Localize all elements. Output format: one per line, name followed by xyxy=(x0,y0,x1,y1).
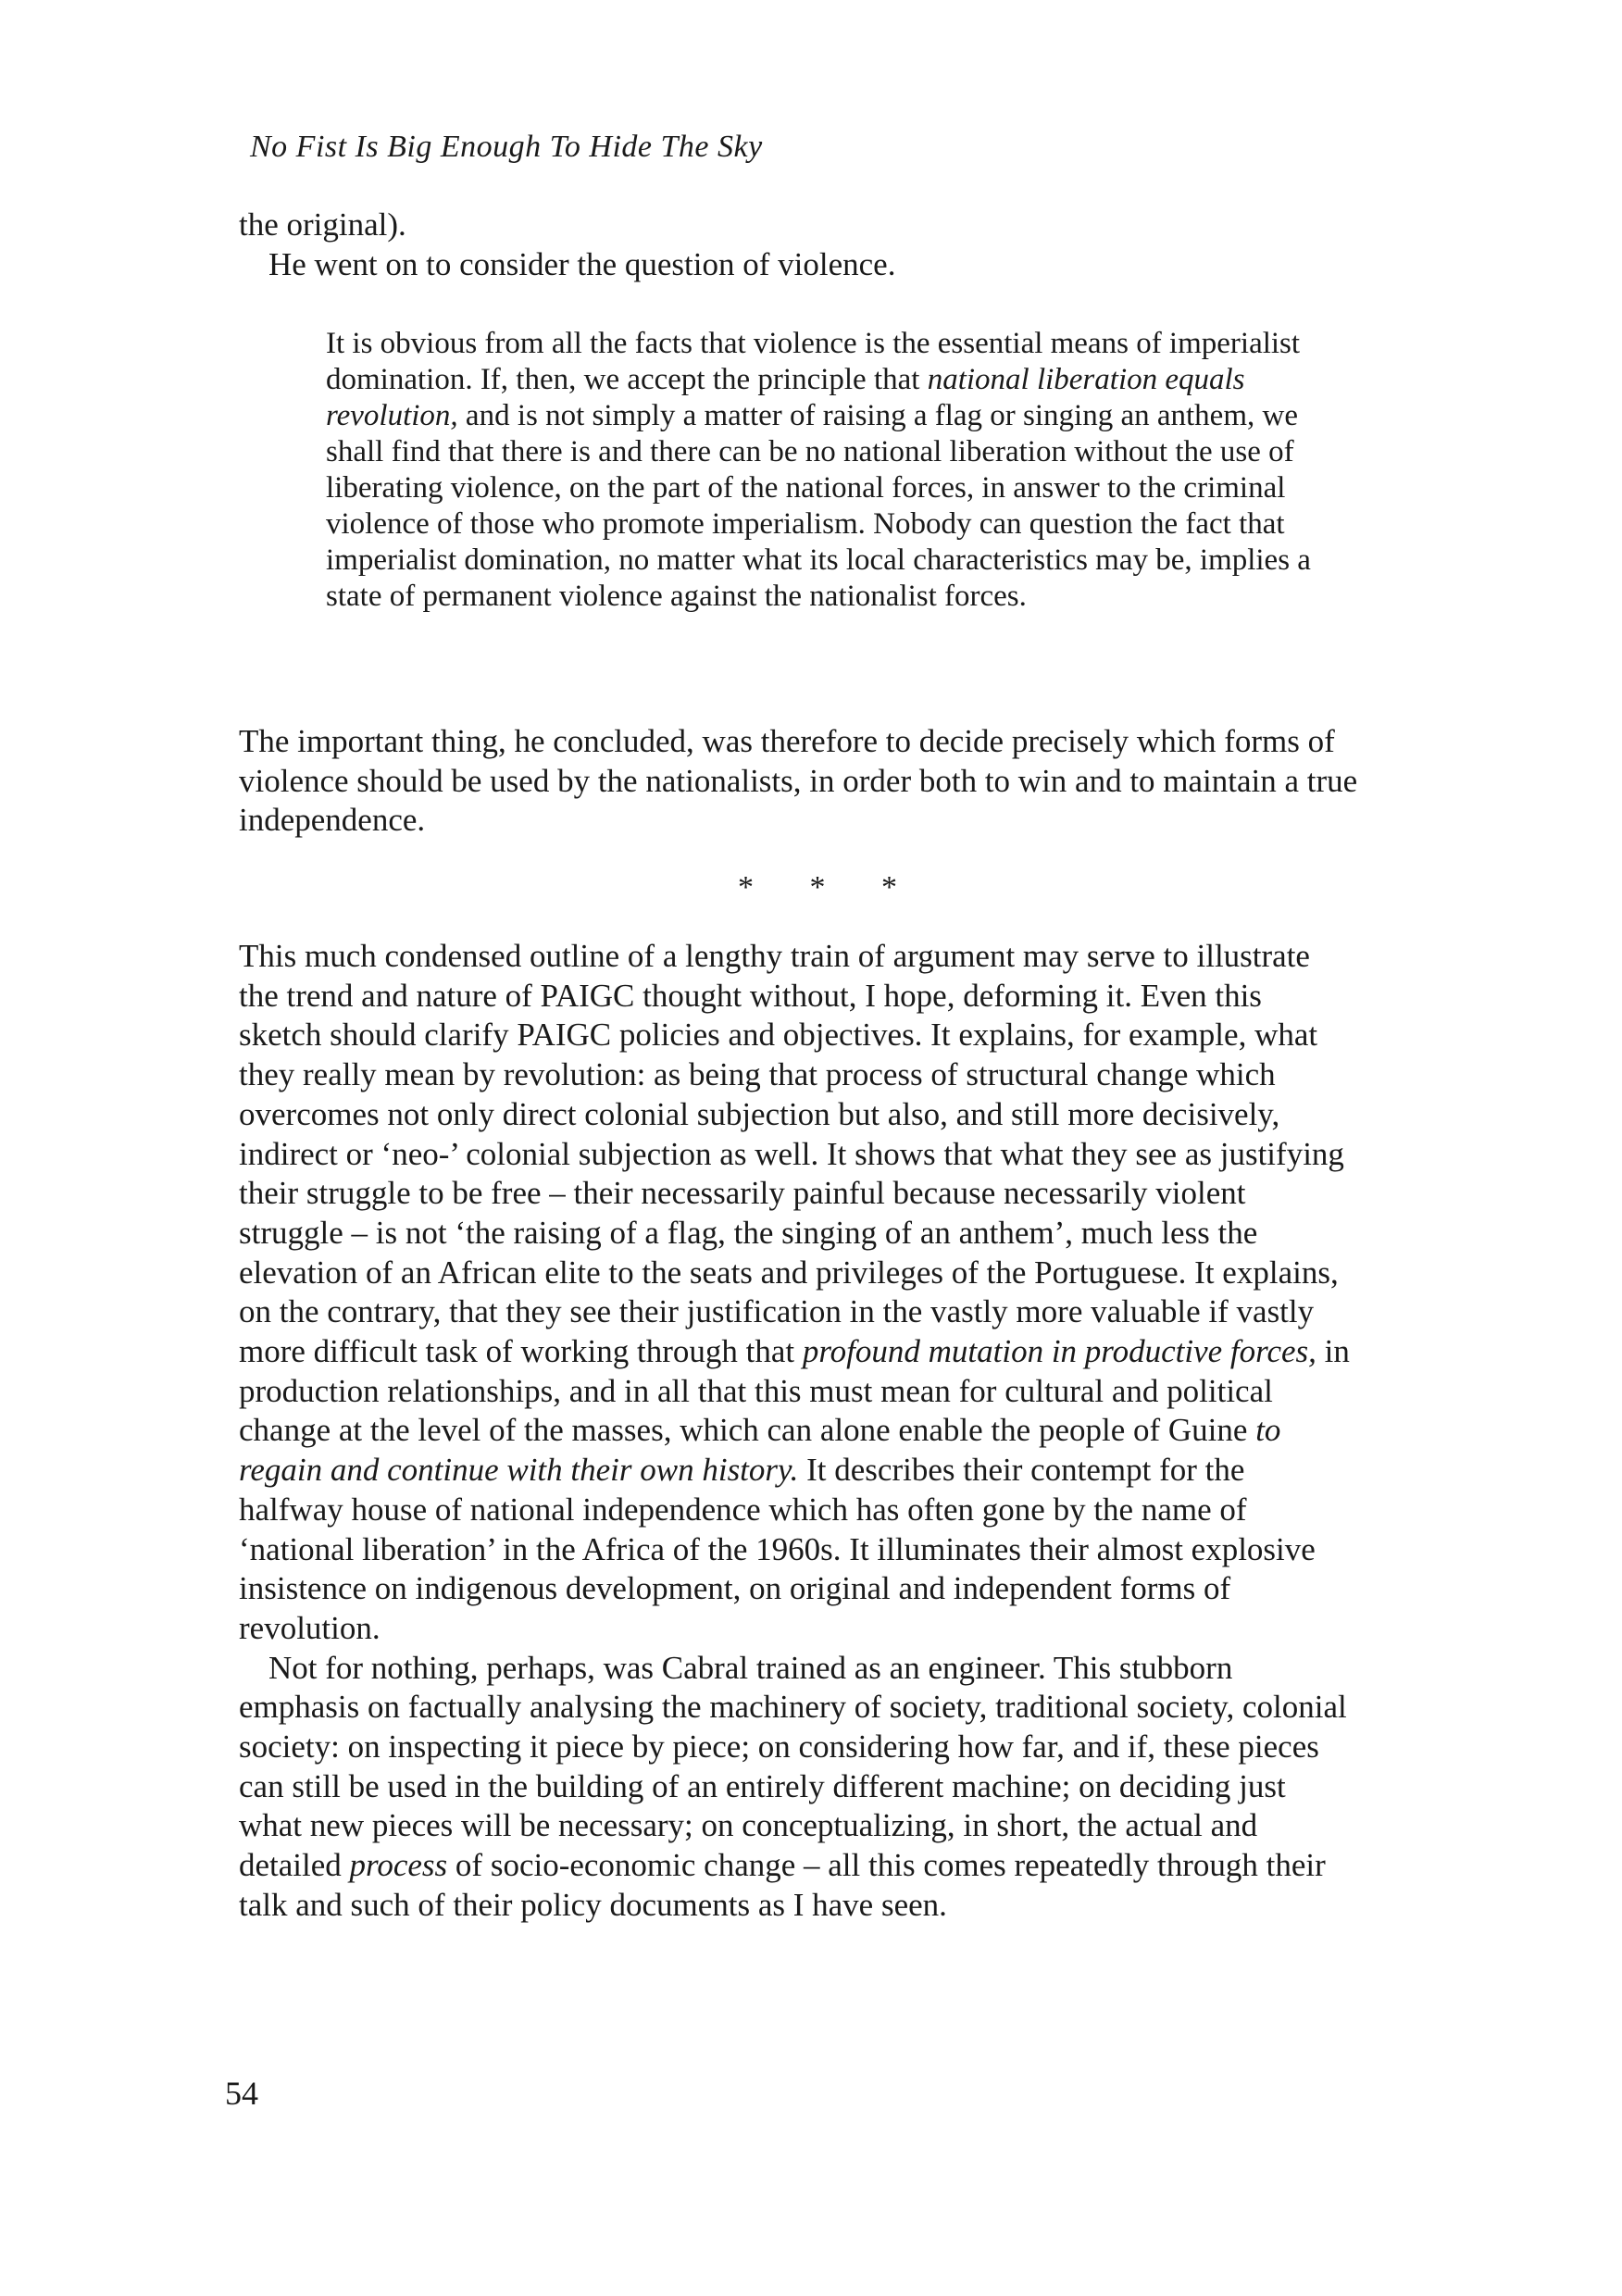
opening-text xyxy=(239,206,1359,284)
paragraph-analysis-part1: This much condensed outline of a lengthy train of argument may serve to illustrate the trend and nature of PAIGC thought without, I hope, deforming it. Even this sketch should clarify PAIGC policies and objectives. It explains, for example, what they really mean by revolution: as being that process of structural change which overcomes not only direct colonial subjection but also, and still more decisively, indirect or ‘neo-’ colonial subjection as well. It shows that what they see as justifying their struggle to be free – their necessarily painful because necessarily violent struggle – is not ‘the raising of a flag, the singing of an anthem’, much less the elevation of an African elite to the seats and privileges of the Portuguese. It explains, on the contrary, that they see their justification in the vastly more valuable if vastly more difficult task of working through that xyxy=(239,938,1344,1370)
lead-in-line: He went on to consider the question of violence. xyxy=(268,245,896,282)
paragraph-analysis-part3: It describes their contempt for the halfway house of national independence which has often gone by the name of ‘national liberation’ in the Africa of the 1960s. It illuminates their almost explosive insistence on indigenous development, on original and independent forms of revolution. xyxy=(239,1452,1316,1646)
quote-emphasis: national liberation equals revolution, xyxy=(326,363,1245,432)
emphasis-process: process xyxy=(349,1847,448,1884)
paragraph-engineer-part2: of socio-economic change – all this comes repeatedly through their talk and such of their policy documents as I have seen. xyxy=(239,1847,1326,1923)
quote-text-part2: and is not simply a matter of raising a flag or singing an anthem, we shall find that there is and there can be no national liberation without the use of liberating violence, on the part of the national forces, in answer to the criminal violence of those who promote imperialism. Nobody can question the fact that imperialist domination, no matter what its local characteristics may be, implies a state of permanent violence against the nationalist forces. xyxy=(326,399,1311,613)
main-text xyxy=(239,937,1350,1926)
section-separator: * * * xyxy=(738,870,921,905)
emphasis-productive-forces: profound mutation in productive forces, xyxy=(802,1333,1316,1370)
quote-text-part1: It is obvious from all the facts that violence is the essential means of imperialist domination. If, then, we accept the principle that xyxy=(326,327,1301,396)
conclusion-paragraph: The important thing, he concluded, was therefore to decide precisely which forms of violence should be used by the nationalists, in order both to win and to maintain a true independence. xyxy=(239,723,1358,838)
page-number: 54 xyxy=(225,2075,258,2112)
continuation-line: the original). xyxy=(239,206,406,243)
paragraph-engineer-part1: Not for nothing, perhaps, was Cabral trained as an engineer. This stubborn emphasis on factually analysing the machinery of society, traditional society, colonial society: on inspecting it piece by piece; on considering how far, and if, these pieces can still be used in the building of an entirely different machine; on deciding just what new pieces will be necessary; on conceptualizing, in short, the actual and detailed xyxy=(239,1649,1347,1884)
paragraph-analysis xyxy=(239,937,1350,1649)
block-quote xyxy=(326,326,1335,615)
running-head: No Fist Is Big Enough To Hide The Sky xyxy=(250,130,763,164)
paragraph-analysis-part2: in production relationships, and in all that this must mean for cultural and political change at the level of the masses, which can alone enable the people of Guine xyxy=(239,1333,1350,1449)
paragraph-engineer xyxy=(239,1649,1350,1926)
emphasis-own-history: to regain and continue with their own history. xyxy=(239,1412,1281,1489)
